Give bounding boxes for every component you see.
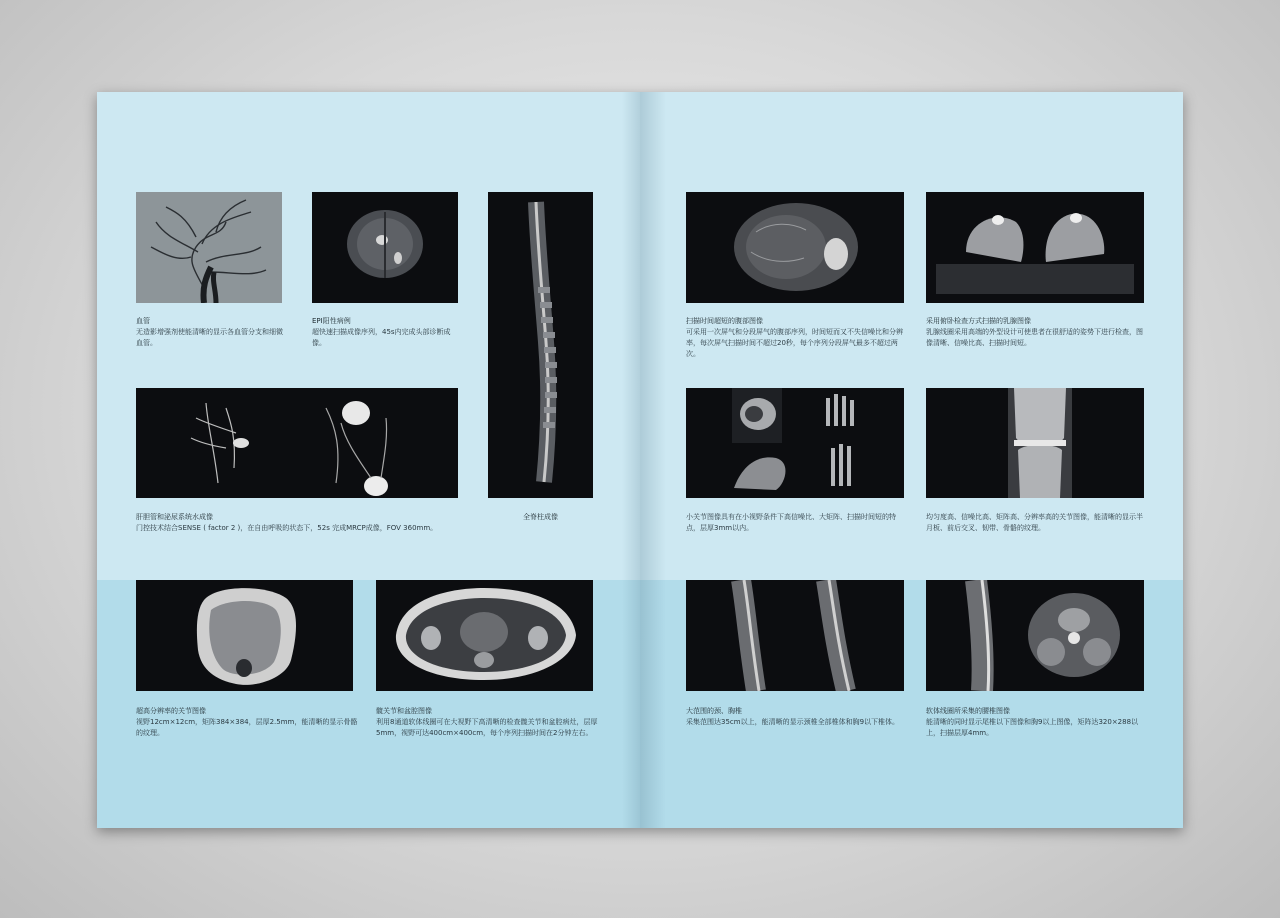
- image-pelvis-axial: [376, 580, 593, 691]
- caption-body: 小关节图像具有在小视野条件下高信噪比、大矩阵、扫描时间短的特点，层厚3mm以内。: [686, 513, 896, 532]
- caption-small-joints: [686, 512, 908, 534]
- image-knee-axial: [136, 580, 353, 691]
- image-mrcp: [136, 388, 458, 498]
- caption-body: 视野12cm×12cm，矩阵384×384，层厚2.5mm，能清晰的显示骨骼的纹理。: [136, 718, 358, 737]
- caption-title: EPI阳性病例: [312, 317, 351, 325]
- caption-title: 扫描时间超短的腹部图像: [686, 317, 763, 325]
- caption-title: 髋关节和盆腔图像: [376, 707, 432, 715]
- image-cervical-thoracic-spine: [686, 580, 904, 691]
- caption-knee-axial: [136, 706, 358, 739]
- image-knee-sagittal: [926, 388, 1144, 498]
- caption-blood-vessels: [136, 316, 284, 349]
- caption-lumbar-spine: [926, 706, 1148, 739]
- caption-body: 利用8通道软体线圈可在大视野下高清晰的检查髋关节和盆腔病灶，层厚5mm，视野可达400cm×400cm，每个序列扫描时间在2分钟左右。: [376, 718, 598, 737]
- image-abdomen: [686, 192, 904, 303]
- caption-knee-sagittal: [926, 512, 1148, 534]
- caption-body: 乳腺线圈采用高端的外型设计可使患者在很舒适的姿势下进行检查，图像清晰、信噪比高、扫描时间短。: [926, 328, 1143, 347]
- right-page: [640, 92, 1183, 828]
- caption-breast: [926, 316, 1148, 349]
- caption-title: 软体线圈所采集的腰椎图像: [926, 707, 1010, 715]
- image-breast: [926, 192, 1144, 303]
- caption-body: 门控技术结合SENSE ( factor 2 )，在自由呼吸的状态下，52s 完成MRCP成像，FOV 360mm。: [136, 524, 438, 532]
- image-epi-brain: [312, 192, 458, 303]
- caption-title: 采用俯卧检查方式扫描的乳腺图像: [926, 317, 1031, 325]
- caption-body: 可采用一次屏气和分段屏气的腹部序列，时间短而又不失信噪比和分辨率，每次屏气扫描时间不超过20秒，每个序列分段屏气最多不超过两次。: [686, 328, 903, 358]
- caption-body: 超快速扫描成像序列，45s内完成头部诊断成像。: [312, 328, 451, 347]
- caption-body: 无造影增强剂使能清晰的显示各血管分支和细微血管。: [136, 328, 283, 347]
- brochure-spread: [97, 92, 1183, 828]
- caption-title: 肝胆管和泌尿系统水成像: [136, 513, 213, 521]
- image-small-joints: [686, 388, 904, 498]
- caption-body: 采集范围达35cm以上，能清晰的显示颈椎全部椎体和胸9以下椎体。: [686, 718, 900, 726]
- image-full-spine: [488, 192, 593, 498]
- caption-mrcp: [136, 512, 466, 534]
- caption-cervical-thoracic-spine: [686, 706, 908, 728]
- caption-pelvis-axial: [376, 706, 598, 739]
- caption-epi-brain: [312, 316, 462, 349]
- caption-full-spine: [488, 512, 593, 523]
- caption-body: 均匀度高、信噪比高、矩阵高、分辨率高的关节图像，能清晰的显示半月板、前后交叉、韧带、骨骼的纹理。: [926, 513, 1143, 532]
- caption-abdomen: [686, 316, 908, 360]
- image-blood-vessels: [136, 192, 282, 303]
- caption-title: 超高分辨率的关节图像: [136, 707, 206, 715]
- caption-title: 全脊柱成像: [523, 513, 558, 521]
- caption-title: 血管: [136, 317, 150, 325]
- caption-title: 大范围的颈、胸椎: [686, 707, 742, 715]
- left-page: [97, 92, 640, 828]
- image-lumbar-spine: [926, 580, 1144, 691]
- caption-body: 能清晰的同时显示尾椎以下图像和胸9以上图像，矩阵达320×288以上，扫描层厚4mm。: [926, 718, 1139, 737]
